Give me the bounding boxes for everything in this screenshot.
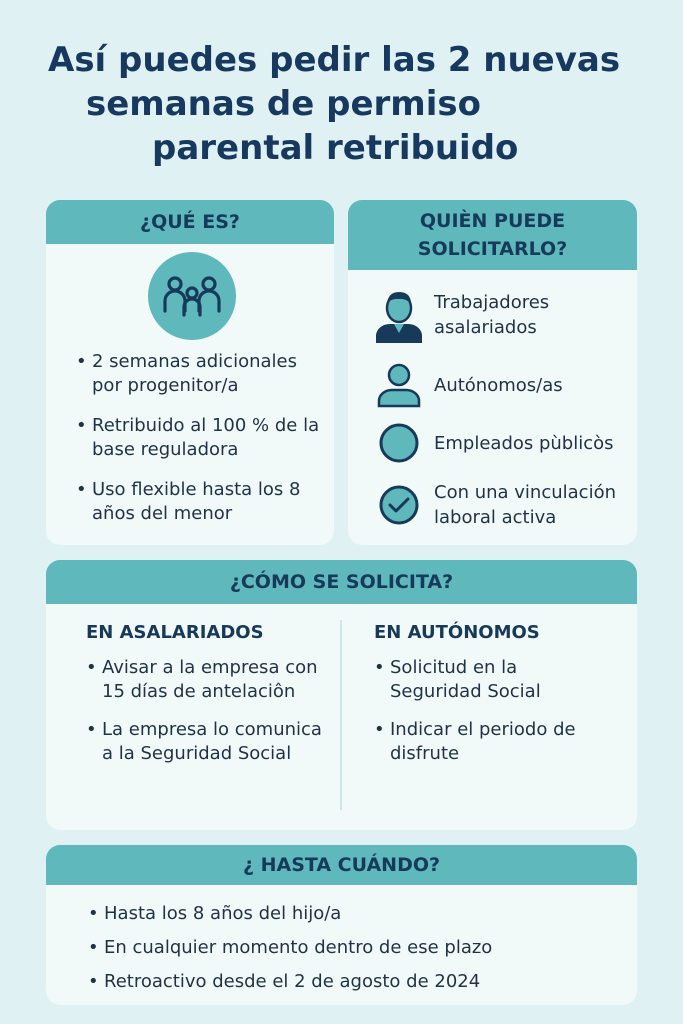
- who-item-asalariados: [374, 290, 634, 340]
- title-line-1: Así puedes pedir las 2 nuevas: [48, 40, 621, 80]
- card-como-se-solicita: [46, 560, 637, 830]
- card-quien-puede: [348, 200, 637, 545]
- list-item: • Avisar a la empresa con 15 días de antelaciôn: [86, 656, 336, 704]
- list-item: • La empresa lo comunica a la Seguridad Social: [86, 718, 336, 766]
- col-autonomos-heading: EN AUTÓNOMOS: [374, 622, 540, 643]
- circle-icon: [374, 418, 424, 468]
- who-item-empleados-publicos: [374, 418, 634, 468]
- who-item-autonomos: [374, 360, 634, 410]
- card-quien-heading: QUIÈN PUEDE SOLICITARLO?: [348, 200, 637, 270]
- list-item: • Uso flexible hasta los 8 años del menor: [76, 478, 326, 526]
- col-autonomos: [374, 620, 614, 780]
- who-label: Con una vinculación laboral activa: [434, 482, 616, 528]
- hasta-list: [88, 902, 628, 1004]
- card-hasta-heading: ¿ HASTA CUÁNDO?: [46, 845, 637, 885]
- list-item: • Retroactivo desde el 2 de agosto de 2024: [88, 970, 628, 994]
- que-es-list: [76, 350, 326, 542]
- page-title: [0, 38, 683, 170]
- list-item: • 2 semanas adicionales por progenitor/a: [76, 350, 326, 398]
- family-group-icon: [148, 252, 236, 340]
- list-item: • Solicitud en la Seguridad Social: [374, 656, 614, 704]
- list-item: • Hasta los 8 años del hijo/a: [88, 902, 628, 926]
- person-icon: [374, 360, 424, 410]
- check-circle-icon: [374, 480, 424, 530]
- col-asalariados: [86, 620, 336, 780]
- col-asalariados-heading: EN ASALARIADOS: [86, 622, 264, 643]
- title-line-2: semanas de permiso: [86, 84, 481, 124]
- employee-icon: [374, 290, 424, 340]
- card-que-es: [46, 200, 334, 545]
- who-item-vinculacion: [374, 480, 634, 530]
- who-label: Autónomos/as: [434, 374, 563, 396]
- list-item: • Indicar el periodo de disfrute: [374, 718, 614, 766]
- who-label: Empleados pùblicòs: [434, 432, 614, 454]
- list-item: • En cualquier momento dentro de ese plazo: [88, 936, 628, 960]
- autonomos-list: [374, 656, 614, 766]
- asalariados-list: [86, 656, 336, 766]
- title-line-3: parental retribuido: [152, 128, 519, 168]
- card-que-es-heading: ¿QUÉ ES?: [46, 200, 334, 244]
- who-label: Trabajadores asalariados: [434, 292, 550, 338]
- list-item: • Retribuido al 100 % de la base reguladora: [76, 414, 326, 462]
- column-divider: [340, 620, 342, 810]
- card-como-heading: ¿CÓMO SE SOLICITA?: [46, 560, 637, 604]
- card-hasta-cuando: [46, 845, 637, 1005]
